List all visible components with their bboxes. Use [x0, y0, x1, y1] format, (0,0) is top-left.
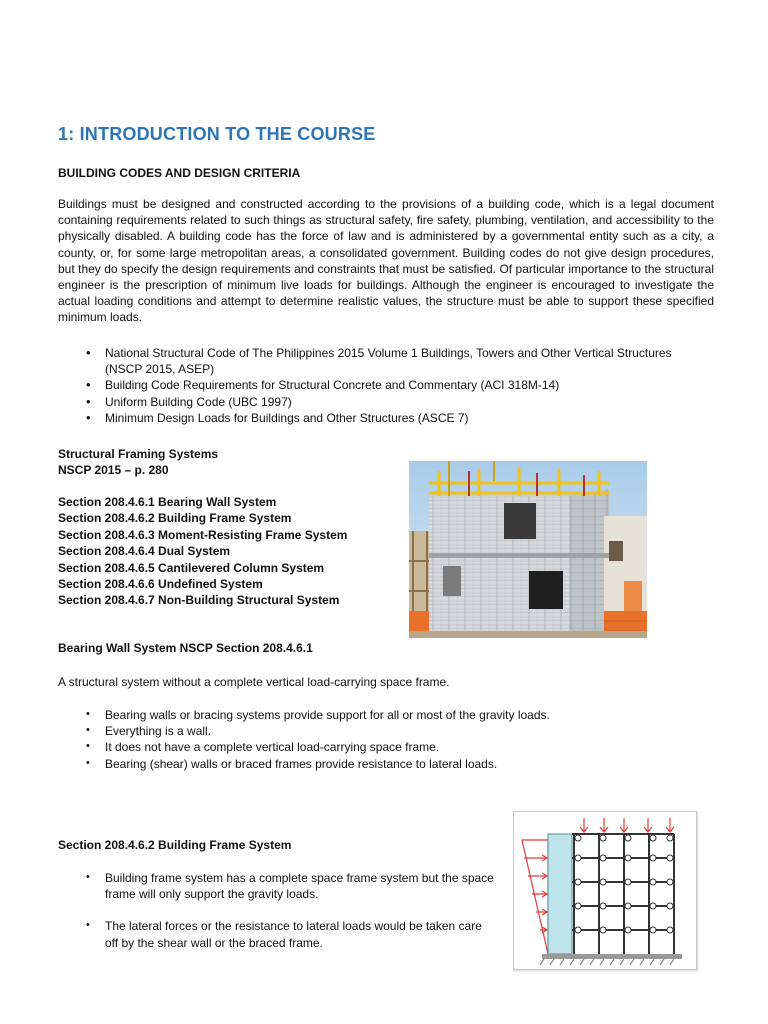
bearing-wall-definition: A structural system without a complete vertical load-carrying space frame. — [58, 675, 450, 689]
list-item: Section 208.4.6.2 Building Frame System — [58, 511, 292, 526]
list-item: Section 208.4.6.7 Non-Building Structural System — [58, 593, 340, 608]
list-item: • National Structural Code of The Philippines 2015 Volume 1 Buildings, Towers and Other Vertical Structures (NSCP 2015, ASEP) — [58, 345, 698, 377]
list-item: Section 208.4.6.4 Dual System — [58, 544, 231, 559]
list-item: • Minimum Design Loads for Buildings and Other Structures (ASCE 7) — [58, 410, 698, 426]
framing-systems-heading — [58, 446, 218, 479]
building-codes-list — [58, 345, 698, 426]
list-item: • Everything is a wall. — [58, 723, 550, 739]
page-title: 1: INTRODUCTION TO THE COURSE — [58, 124, 376, 144]
framing-title: Structural Framing Systems — [58, 447, 219, 461]
list-item: Section 208.4.6.5 Cantilevered Column System — [58, 560, 325, 575]
list-item: • Building frame system has a complete space frame system but the space frame will only support the gravity loads. — [58, 870, 495, 902]
construction-photo — [409, 461, 647, 638]
intro-paragraph: Buildings must be designed and constructed according to the provisions of a building code, which is a legal document containing requirements related to such things as structural safety, fire safety, plumbing, ventilation, and accessibility to the physically disabled. A building code has the force of law and is administered by a governmental entity such as a city, a county, or, for some large metropolitan areas, a consolidated government. Building codes do not give design procedures, but they do specify the design requirements and constraints that must be satisfied. Of particular importance to the structural engineer is the prescription of minimum live loads for buildings. Although the engineer is encouraged to investigate the actual loading conditions and attempt to determine realistic values, the structure must be able to support these specified minimum loads. — [58, 197, 714, 325]
list-item: • Uniform Building Code (UBC 1997) — [58, 394, 698, 410]
block-building-illustration — [409, 461, 647, 638]
list-item: Section 208.4.6.6 Undefined System — [58, 577, 263, 592]
list-item: Section 208.4.6.1 Bearing Wall System — [58, 495, 277, 509]
list-item: • Bearing walls or bracing systems provide support for all or most of the gravity loads. — [58, 707, 550, 723]
framing-reference: NSCP 2015 – p. 280 — [58, 463, 169, 478]
list-item: • The lateral forces or the resistance to lateral loads would be taken care off by the shear wall or the braced frame. — [58, 918, 495, 950]
list-item: • Bearing (shear) walls or braced frames provide resistance to lateral loads. — [58, 756, 550, 772]
list-item: • Building Code Requirements for Structural Concrete and Commentary (ACI 318M-14) — [58, 377, 698, 393]
list-item: Section 208.4.6.3 Moment-Resisting Frame System — [58, 527, 348, 542]
bearing-wall-list — [58, 707, 550, 772]
section-subheading: BUILDING CODES AND DESIGN CRITERIA — [58, 166, 301, 180]
building-frame-diagram — [513, 811, 697, 970]
building-frame-heading: Section 208.4.6.2 Building Frame System — [58, 838, 292, 852]
bearing-wall-heading: Bearing Wall System NSCP Section 208.4.6.1 — [58, 641, 313, 655]
framing-sections-list — [58, 494, 347, 609]
frame-with-shear-wall-illustration — [514, 812, 696, 969]
building-frame-list — [58, 870, 498, 951]
list-item: • It does not have a complete vertical load-carrying space frame. — [58, 739, 550, 755]
